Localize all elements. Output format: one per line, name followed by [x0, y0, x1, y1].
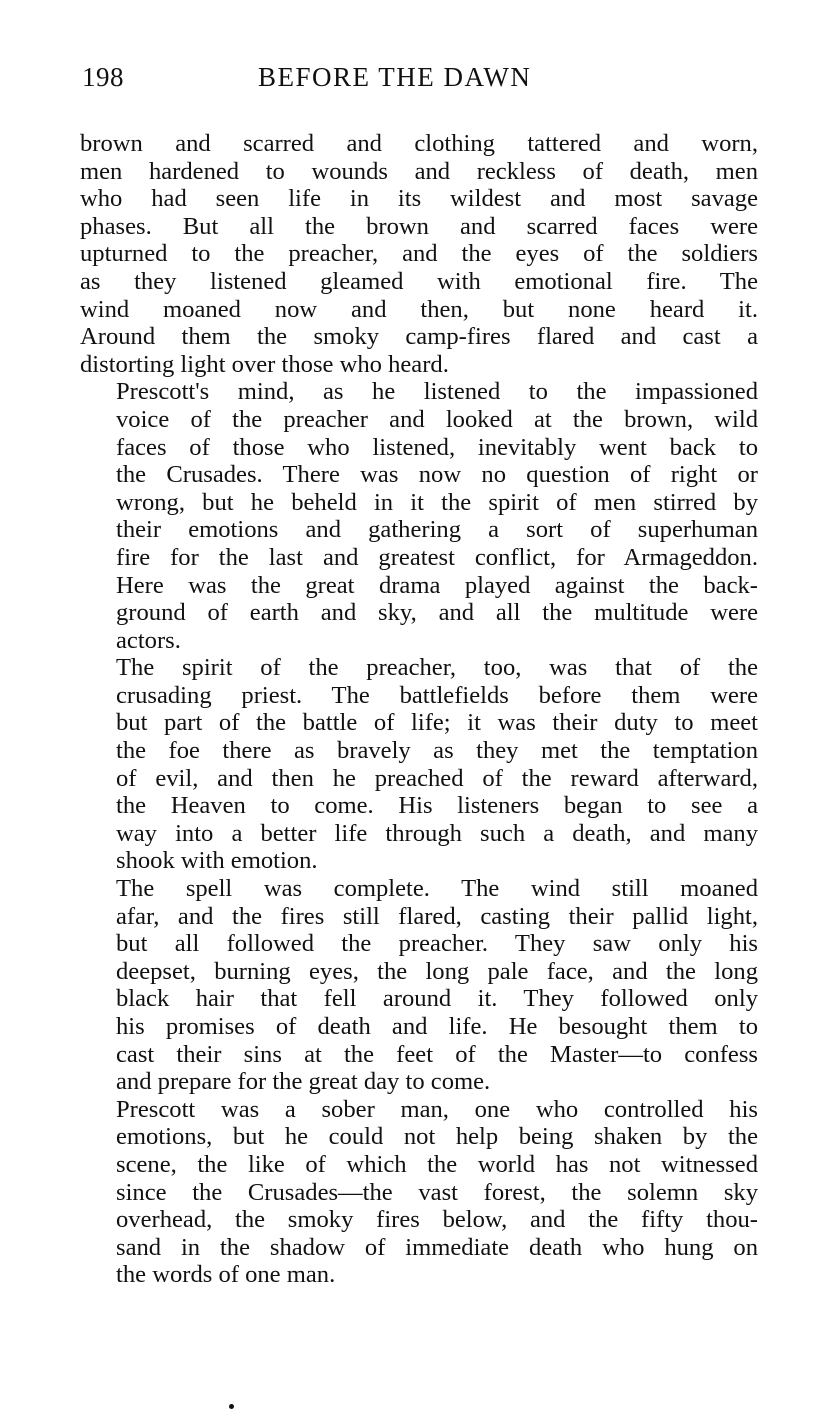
text-line: of evil, and then he preached of the reward afterward, — [116, 764, 758, 792]
text-line: wind moaned now and then, but none heard it. — [80, 295, 758, 323]
ink-speck — [229, 1404, 234, 1409]
text-line: crusading priest. The battlefields before them were — [116, 681, 758, 709]
running-head — [82, 62, 758, 102]
text-line: ground of earth and sky, and all the multitude were — [116, 599, 758, 627]
text-line: since the Crusades—the vast forest, the solemn sky — [116, 1178, 758, 1206]
text-line: and prepare for the great day to come. — [116, 1068, 491, 1096]
text-line: Here was the great drama played against the back- — [116, 571, 758, 599]
text-line: shook with emotion. — [116, 847, 318, 875]
text-line: as they listened gleamed with emotional fire. The — [80, 267, 758, 295]
text-line: the Crusades. There was now no question of right or — [116, 461, 758, 489]
text-line: overhead, the smoky fires below, and the fifty thou- — [116, 1206, 758, 1234]
text-line: wrong, but he beheld in it the spirit of men stirred by — [116, 488, 758, 516]
running-title: BEFORE THE DAWN — [258, 62, 532, 92]
text-line: black hair that fell around it. They followed only — [116, 985, 758, 1013]
text-line: cast their sins at the feet of the Master—to confess — [116, 1040, 758, 1068]
text-line: fire for the last and greatest conflict, for Armageddon. — [116, 543, 758, 571]
text-line: afar, and the fires still flared, casting their pallid light, — [116, 902, 758, 930]
paragraph — [80, 1096, 758, 1289]
text-line: but all followed the preacher. They saw only his — [116, 930, 758, 958]
text-line: Around them the smoky camp-fires flared and cast a — [80, 323, 758, 351]
text-line: but part of the battle of life; it was their duty to meet — [116, 709, 758, 737]
text-line: voice of the preacher and looked at the brown, wild — [116, 405, 758, 433]
text-line: actors. — [116, 626, 181, 654]
text-line: scene, the like of which the world has not witnessed — [116, 1150, 758, 1178]
text-line: his promises of death and life. He besought them to — [116, 1013, 758, 1040]
text-line: way into a better life through such a death, and many — [116, 819, 758, 847]
text-line: emotions, but he could not help being shaken by the — [116, 1123, 758, 1151]
text-line: sand in the shadow of immediate death who hung on — [116, 1233, 758, 1261]
text-line: deepset, burning eyes, the long pale face, and the long — [116, 957, 758, 985]
text-line: phases. But all the brown and scarred faces were — [80, 212, 758, 240]
text-line: The spirit of the preacher, too, was that of the — [116, 654, 758, 682]
text-line: Prescott's mind, as he listened to the impassioned — [116, 378, 758, 406]
paragraph — [80, 378, 758, 654]
text-line: distorting light over those who heard. — [80, 350, 449, 378]
text-line: faces of those who listened, inevitably went back to — [116, 433, 758, 461]
page-number: 198 — [82, 62, 124, 92]
text-line: the words of one man. — [116, 1261, 336, 1289]
paragraph — [80, 654, 758, 875]
text-line: the foe there as bravely as they met the temptation — [116, 737, 758, 765]
text-line: The spell was complete. The wind still moaned — [116, 875, 758, 903]
text-line: upturned to the preacher, and the eyes of the soldiers — [80, 240, 758, 268]
text-line: who had seen life in its wildest and most savage — [80, 185, 758, 213]
body-text — [80, 130, 758, 1289]
text-line: men hardened to wounds and reckless of death, men — [80, 157, 758, 185]
text-line: their emotions and gathering a sort of superhuman — [116, 516, 758, 544]
text-line: brown and scarred and clothing tattered and worn, — [80, 130, 758, 157]
text-line: the Heaven to come. His listeners began to see a — [116, 792, 758, 820]
paragraph — [80, 130, 758, 378]
text-line: Prescott was a sober man, one who controlled his — [116, 1095, 758, 1123]
paragraph — [80, 875, 758, 1096]
